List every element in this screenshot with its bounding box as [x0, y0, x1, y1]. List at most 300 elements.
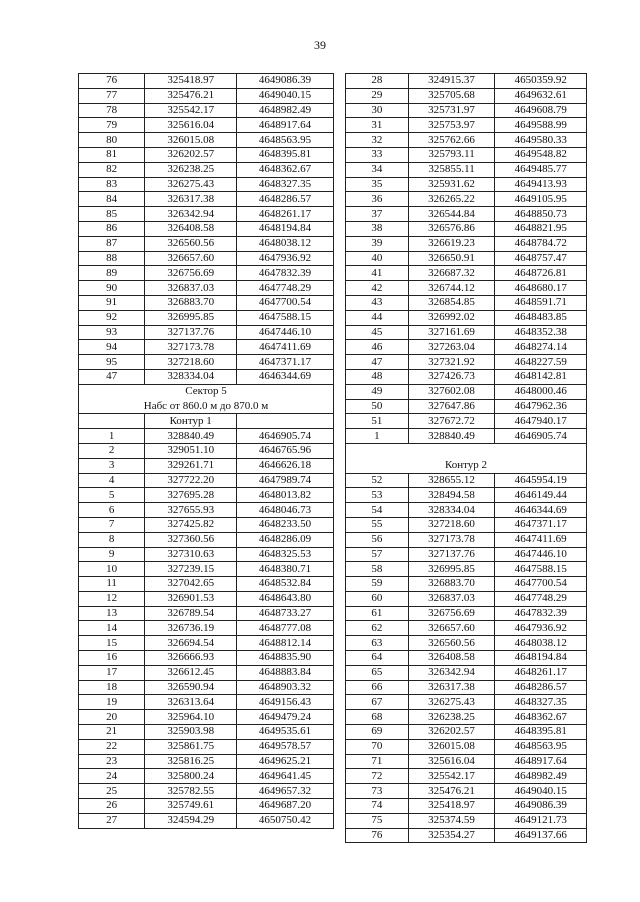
table-row — [79, 532, 334, 547]
coord-x: 326576.86 — [408, 221, 495, 236]
coord-x: 326015.08 — [408, 739, 495, 754]
point-number: 59 — [346, 577, 409, 592]
coord-y: 4646905.74 — [237, 429, 334, 444]
coord-x: 326992.02 — [408, 310, 495, 325]
sector-range: Набс от 860.0 м до 870.0 м — [79, 399, 334, 414]
coord-y: 4649588.99 — [495, 118, 587, 133]
coord-y: 4647748.29 — [237, 281, 334, 296]
table-row — [346, 281, 587, 296]
coord-y: 4649040.15 — [495, 784, 587, 799]
coord-y: 4647588.15 — [495, 562, 587, 577]
table-row — [346, 547, 587, 562]
point-number: 74 — [346, 799, 409, 814]
point-number: 71 — [346, 754, 409, 769]
coord-x: 327672.72 — [408, 414, 495, 429]
table-row — [346, 680, 587, 695]
point-number: 86 — [79, 221, 145, 236]
table-row — [346, 325, 587, 340]
coord-y: 4648733.27 — [237, 606, 334, 621]
coord-x: 328494.58 — [408, 488, 495, 503]
right-rows-group-a — [346, 74, 587, 444]
point-number: 5 — [79, 488, 145, 503]
coord-y: 4649040.15 — [237, 88, 334, 103]
coord-y: 4648835.90 — [237, 651, 334, 666]
table-row — [79, 739, 334, 754]
table-row — [79, 769, 334, 784]
point-number: 27 — [79, 813, 145, 828]
coord-x: 325793.11 — [408, 147, 495, 162]
coord-x: 327173.78 — [408, 532, 495, 547]
coord-y: 4649086.39 — [237, 74, 334, 89]
table-row — [79, 725, 334, 740]
coord-y: 4646905.74 — [495, 429, 587, 444]
coord-y: 4648532.84 — [237, 577, 334, 592]
table-row — [346, 221, 587, 236]
point-number: 92 — [79, 310, 145, 325]
coord-x: 325616.04 — [145, 118, 237, 133]
coord-y: 4649535.61 — [237, 725, 334, 740]
coord-y: 4648362.67 — [237, 162, 334, 177]
coord-x: 326265.22 — [408, 192, 495, 207]
coord-x: 326342.94 — [408, 665, 495, 680]
point-number: 67 — [346, 695, 409, 710]
coord-x: 327161.69 — [408, 325, 495, 340]
coord-y: 4649086.39 — [495, 799, 587, 814]
point-number: 35 — [346, 177, 409, 192]
coord-x: 326560.56 — [145, 236, 237, 251]
coord-x: 325903.98 — [145, 725, 237, 740]
point-number: 76 — [79, 74, 145, 89]
table-row — [79, 103, 334, 118]
coord-x: 327426.73 — [408, 369, 495, 384]
coord-y: 4648483.85 — [495, 310, 587, 325]
coord-y: 4649625.21 — [237, 754, 334, 769]
coord-x: 326995.85 — [145, 310, 237, 325]
coord-y: 4648227.59 — [495, 355, 587, 370]
table-row — [79, 295, 334, 310]
coord-y: 4649137.66 — [495, 828, 587, 843]
table-row — [79, 651, 334, 666]
point-number: 66 — [346, 680, 409, 695]
coord-y: 4649687.20 — [237, 799, 334, 814]
coord-y: 4646149.44 — [495, 488, 587, 503]
coord-y: 4649121.73 — [495, 813, 587, 828]
coord-x: 325476.21 — [145, 88, 237, 103]
point-number: 19 — [79, 695, 145, 710]
point-number: 95 — [79, 355, 145, 370]
coord-x: 326275.43 — [145, 177, 237, 192]
coord-y: 4647962.36 — [495, 399, 587, 414]
coord-y: 4648327.35 — [237, 177, 334, 192]
coord-y: 4648013.82 — [237, 488, 334, 503]
coord-y: 4650750.42 — [237, 813, 334, 828]
table-row — [346, 739, 587, 754]
point-number: 10 — [79, 562, 145, 577]
point-number: 51 — [346, 414, 409, 429]
coord-y: 4647446.10 — [495, 547, 587, 562]
coord-y: 4647700.54 — [237, 295, 334, 310]
table-row — [346, 207, 587, 222]
coord-x: 326995.85 — [408, 562, 495, 577]
sector-title: Сектор 5 — [79, 384, 334, 399]
table-row — [79, 813, 334, 828]
point-number: 9 — [79, 547, 145, 562]
point-number: 69 — [346, 725, 409, 740]
point-number: 90 — [79, 281, 145, 296]
coordinates-table-right — [345, 73, 587, 843]
table-row — [346, 251, 587, 266]
coord-y: 4649479.24 — [237, 710, 334, 725]
coord-y: 4648000.46 — [495, 384, 587, 399]
coord-x: 325861.75 — [145, 739, 237, 754]
left-sector-header — [79, 384, 334, 428]
table-row — [79, 192, 334, 207]
coord-y: 4647989.74 — [237, 473, 334, 488]
table-row — [79, 754, 334, 769]
coord-y: 4647936.92 — [495, 621, 587, 636]
coord-x: 326408.58 — [408, 651, 495, 666]
coord-y: 4648784.72 — [495, 236, 587, 251]
point-number: 36 — [346, 192, 409, 207]
contour-title-2: Контур 2 — [346, 458, 587, 473]
table-row — [346, 340, 587, 355]
coord-x: 326650.91 — [408, 251, 495, 266]
coord-y: 4648046.73 — [237, 503, 334, 518]
table-row — [79, 355, 334, 370]
point-number: 32 — [346, 133, 409, 148]
point-number: 73 — [346, 784, 409, 799]
point-number: 15 — [79, 636, 145, 651]
coord-x: 327310.63 — [145, 547, 237, 562]
point-number: 68 — [346, 710, 409, 725]
point-number: 47 — [79, 369, 145, 384]
point-number: 31 — [346, 118, 409, 133]
coord-y: 4648233.50 — [237, 517, 334, 532]
table-row — [346, 651, 587, 666]
coord-x: 325800.24 — [145, 769, 237, 784]
point-number: 18 — [79, 680, 145, 695]
coord-x: 327722.20 — [145, 473, 237, 488]
coord-y: 4648883.84 — [237, 665, 334, 680]
point-number: 11 — [79, 577, 145, 592]
coord-x: 326317.38 — [145, 192, 237, 207]
table-row — [79, 118, 334, 133]
point-number: 89 — [79, 266, 145, 281]
coord-y: 4647748.29 — [495, 591, 587, 606]
point-number: 65 — [346, 665, 409, 680]
point-number: 63 — [346, 636, 409, 651]
point-number: 49 — [346, 384, 409, 399]
point-number: 14 — [79, 621, 145, 636]
coord-y: 4648395.81 — [237, 147, 334, 162]
table-row — [79, 74, 334, 89]
coord-x: 327321.92 — [408, 355, 495, 370]
coord-x: 326313.64 — [145, 695, 237, 710]
coord-x: 327173.78 — [145, 340, 237, 355]
point-number: 46 — [346, 340, 409, 355]
coord-y: 4647832.39 — [495, 606, 587, 621]
table-row — [346, 295, 587, 310]
coord-x: 325749.61 — [145, 799, 237, 814]
coord-x: 326657.60 — [408, 621, 495, 636]
coord-y: 4648563.95 — [495, 739, 587, 754]
point-number: 77 — [79, 88, 145, 103]
coord-x: 327602.08 — [408, 384, 495, 399]
table-row — [79, 473, 334, 488]
coord-x: 327218.60 — [408, 517, 495, 532]
coord-x: 326883.70 — [408, 577, 495, 592]
table-row — [346, 828, 587, 843]
coord-x: 326756.69 — [408, 606, 495, 621]
coordinates-table-left — [78, 73, 334, 829]
point-number: 41 — [346, 266, 409, 281]
point-number: 28 — [346, 74, 409, 89]
coord-x: 325762.66 — [408, 133, 495, 148]
point-number: 91 — [79, 295, 145, 310]
coord-y: 4647371.17 — [495, 517, 587, 532]
right-contour-header — [346, 443, 587, 473]
coord-y: 4648726.81 — [495, 266, 587, 281]
coord-x: 326238.25 — [408, 710, 495, 725]
coord-x: 324915.37 — [408, 74, 495, 89]
table-row — [346, 591, 587, 606]
coord-y: 4645954.19 — [495, 473, 587, 488]
coord-x: 326694.54 — [145, 636, 237, 651]
point-number: 88 — [79, 251, 145, 266]
table-row — [346, 177, 587, 192]
coord-x: 325782.55 — [145, 784, 237, 799]
table-row — [79, 577, 334, 592]
point-number: 50 — [346, 399, 409, 414]
table-row — [346, 118, 587, 133]
point-number: 22 — [79, 739, 145, 754]
point-number: 4 — [79, 473, 145, 488]
point-number: 37 — [346, 207, 409, 222]
coord-x: 328334.04 — [408, 503, 495, 518]
point-number: 93 — [79, 325, 145, 340]
coord-y: 4648563.95 — [237, 133, 334, 148]
coord-x: 326342.94 — [145, 207, 237, 222]
point-number: 75 — [346, 813, 409, 828]
table-row — [346, 162, 587, 177]
coord-x: 325931.62 — [408, 177, 495, 192]
table-row — [79, 443, 334, 458]
table-row — [79, 147, 334, 162]
table-row — [79, 266, 334, 281]
table-row — [346, 769, 587, 784]
coord-y: 4646626.18 — [237, 458, 334, 473]
table-row — [346, 355, 587, 370]
point-number: 85 — [79, 207, 145, 222]
table-row — [346, 636, 587, 651]
coord-y: 4648982.49 — [495, 769, 587, 784]
coord-x: 327239.15 — [145, 562, 237, 577]
coord-y: 4648286.09 — [237, 532, 334, 547]
coord-y: 4648286.57 — [495, 680, 587, 695]
coord-x: 325354.27 — [408, 828, 495, 843]
table-row — [79, 562, 334, 577]
point-number: 94 — [79, 340, 145, 355]
point-number: 2 — [79, 443, 145, 458]
coord-y: 4648194.84 — [495, 651, 587, 666]
coord-y: 4648591.71 — [495, 295, 587, 310]
table-row — [346, 488, 587, 503]
coord-x: 328840.49 — [408, 429, 495, 444]
table-row — [79, 310, 334, 325]
coord-y: 4649580.33 — [495, 133, 587, 148]
point-number: 45 — [346, 325, 409, 340]
table-row — [79, 207, 334, 222]
table-row — [346, 133, 587, 148]
coord-y: 4649632.61 — [495, 88, 587, 103]
point-number: 62 — [346, 621, 409, 636]
coord-x: 325374.59 — [408, 813, 495, 828]
table-row — [79, 325, 334, 340]
coord-y: 4648982.49 — [237, 103, 334, 118]
coord-y: 4648142.81 — [495, 369, 587, 384]
coord-x: 326590.94 — [145, 680, 237, 695]
coord-x: 326789.54 — [145, 606, 237, 621]
point-number: 16 — [79, 651, 145, 666]
coord-x: 326657.60 — [145, 251, 237, 266]
table-row — [79, 221, 334, 236]
table-row — [346, 754, 587, 769]
table-row — [346, 606, 587, 621]
coord-y: 4648380.71 — [237, 562, 334, 577]
coord-y: 4648850.73 — [495, 207, 587, 222]
coord-x: 326560.56 — [408, 636, 495, 651]
coord-x: 327263.04 — [408, 340, 495, 355]
point-number: 80 — [79, 133, 145, 148]
coord-x: 327042.65 — [145, 577, 237, 592]
table-row — [346, 621, 587, 636]
table-row — [346, 532, 587, 547]
point-number: 29 — [346, 88, 409, 103]
table-row — [79, 177, 334, 192]
coord-y: 4647371.17 — [237, 355, 334, 370]
coord-y: 4648917.64 — [495, 754, 587, 769]
coord-y: 4648261.17 — [495, 665, 587, 680]
table-row — [346, 369, 587, 384]
point-number: 43 — [346, 295, 409, 310]
coord-x: 326202.57 — [145, 147, 237, 162]
coord-y: 4648395.81 — [495, 725, 587, 740]
contour-title-1: Контур 1 — [145, 414, 237, 429]
left-rows-group-b — [79, 429, 334, 829]
point-number: 64 — [346, 651, 409, 666]
table-row — [79, 547, 334, 562]
table-row — [79, 88, 334, 103]
table-row — [346, 266, 587, 281]
point-number: 87 — [79, 236, 145, 251]
point-number: 25 — [79, 784, 145, 799]
point-number: 81 — [79, 147, 145, 162]
point-number: 48 — [346, 369, 409, 384]
point-number: 38 — [346, 221, 409, 236]
point-number: 57 — [346, 547, 409, 562]
coord-y: 4648680.17 — [495, 281, 587, 296]
coord-x: 326901.53 — [145, 591, 237, 606]
coord-y: 4650359.92 — [495, 74, 587, 89]
coord-y: 4648352.38 — [495, 325, 587, 340]
table-row — [79, 340, 334, 355]
point-number: 76 — [346, 828, 409, 843]
table-row — [79, 369, 334, 384]
coord-y: 4647411.69 — [495, 532, 587, 547]
coord-y: 4648038.12 — [495, 636, 587, 651]
table-row — [79, 606, 334, 621]
coord-x: 325542.17 — [408, 769, 495, 784]
coord-y: 4646344.69 — [237, 369, 334, 384]
coord-x: 326883.70 — [145, 295, 237, 310]
coord-y: 4648261.17 — [237, 207, 334, 222]
coord-x: 326544.84 — [408, 207, 495, 222]
point-number: 17 — [79, 665, 145, 680]
point-number: 78 — [79, 103, 145, 118]
coord-y: 4646765.96 — [237, 443, 334, 458]
coord-x: 325418.97 — [145, 74, 237, 89]
point-number: 70 — [346, 739, 409, 754]
table-row — [79, 429, 334, 444]
coord-y: 4648643.80 — [237, 591, 334, 606]
coord-x: 325542.17 — [145, 103, 237, 118]
table-row — [346, 710, 587, 725]
coord-y: 4648327.35 — [495, 695, 587, 710]
coord-y: 4649156.43 — [237, 695, 334, 710]
table-row — [346, 88, 587, 103]
coord-x: 327360.56 — [145, 532, 237, 547]
coord-y: 4648325.53 — [237, 547, 334, 562]
coord-x: 325753.97 — [408, 118, 495, 133]
coord-y: 4648362.67 — [495, 710, 587, 725]
point-number: 47 — [346, 355, 409, 370]
coord-y: 4646344.69 — [495, 503, 587, 518]
table-row — [79, 695, 334, 710]
coord-x: 326015.08 — [145, 133, 237, 148]
table-row — [346, 665, 587, 680]
point-number: 72 — [346, 769, 409, 784]
point-number: 39 — [346, 236, 409, 251]
coord-y: 4649413.93 — [495, 177, 587, 192]
table-row — [79, 133, 334, 148]
coord-y: 4649105.95 — [495, 192, 587, 207]
table-row — [79, 488, 334, 503]
point-number: 21 — [79, 725, 145, 740]
coord-x: 326837.03 — [408, 591, 495, 606]
coord-x: 327695.28 — [145, 488, 237, 503]
right-rows-group-b — [346, 473, 587, 843]
coord-x: 326666.93 — [145, 651, 237, 666]
coord-x: 328334.04 — [145, 369, 237, 384]
table-row — [79, 680, 334, 695]
coord-y: 4648194.84 — [237, 221, 334, 236]
point-number: 33 — [346, 147, 409, 162]
coord-x: 325418.97 — [408, 799, 495, 814]
table-row — [346, 784, 587, 799]
coord-x: 325816.25 — [145, 754, 237, 769]
table-row — [79, 281, 334, 296]
coord-x: 326687.32 — [408, 266, 495, 281]
table-row — [346, 813, 587, 828]
point-number: 6 — [79, 503, 145, 518]
table-row — [79, 799, 334, 814]
point-number: 3 — [79, 458, 145, 473]
point-number: 53 — [346, 488, 409, 503]
point-number: 24 — [79, 769, 145, 784]
point-number: 23 — [79, 754, 145, 769]
point-number: 84 — [79, 192, 145, 207]
coord-x: 326837.03 — [145, 281, 237, 296]
